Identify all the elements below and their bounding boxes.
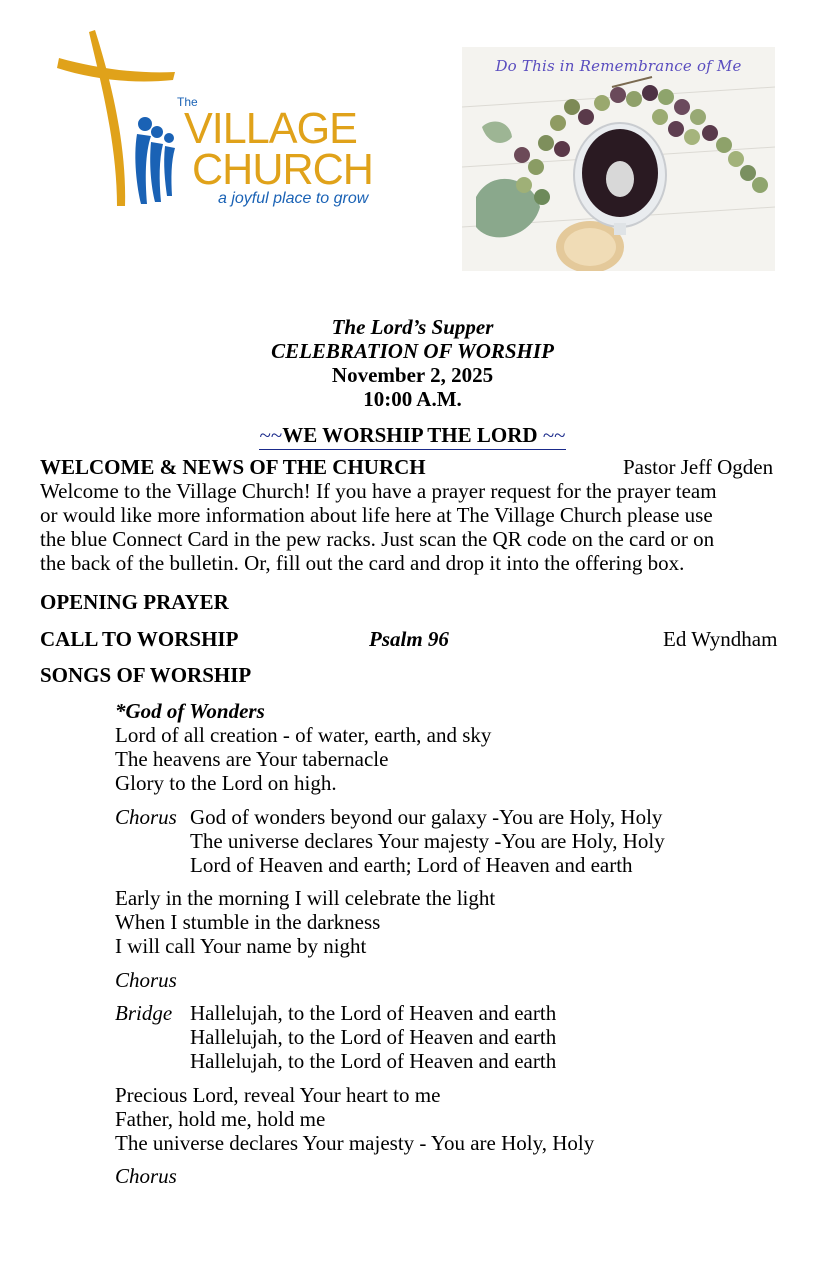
logo-tagline: a joyful place to grow xyxy=(218,190,369,207)
lyric-line: Glory to the Lord on high. xyxy=(115,771,337,795)
lyric-line: Hallelujah, to the Lord of Heaven and earth xyxy=(190,1049,557,1073)
service-title: The Lord’s Supper xyxy=(331,315,494,339)
chorus-label: Chorus xyxy=(115,968,177,992)
call-to-worship-heading: CALL TO WORSHIP xyxy=(40,627,239,651)
lyric-line: When I stumble in the darkness xyxy=(115,910,381,934)
lyric-line: I will call Your name by night xyxy=(115,934,367,958)
lyric-line: Precious Lord, reveal Your heart to me xyxy=(115,1083,441,1107)
communion-photo xyxy=(462,47,775,271)
welcome-text-line: Welcome to the Village Church! If you have a prayer request for the prayer team xyxy=(40,479,717,503)
lyric-line: The universe declares Your majesty -You are Holy, Holy xyxy=(190,829,665,853)
welcome-text-line: the back of the bulletin. Or, fill out the card and drop it into the offering box. xyxy=(40,551,685,575)
section-heading: ~~WE WORSHIP THE LORD ~~ xyxy=(0,423,825,448)
opening-prayer-heading: OPENING PRAYER xyxy=(40,590,229,614)
welcome-leader: Pastor Jeff Ogden xyxy=(623,455,774,479)
lyric-line: The universe declares Your majesty - You are Holy, Holy xyxy=(115,1131,595,1155)
songs-heading: SONGS OF WORSHIP xyxy=(40,663,252,687)
logo-the: The xyxy=(177,95,198,109)
lyric-line: Father, hold me, hold me xyxy=(115,1107,326,1131)
lyric-line: Hallelujah, to the Lord of Heaven and earth xyxy=(190,1001,557,1025)
song-title: *God of Wonders xyxy=(115,699,265,723)
welcome-heading: WELCOME & NEWS OF THE CHURCH xyxy=(40,455,426,479)
lyric-line: Hallelujah, to the Lord of Heaven and earth xyxy=(190,1025,557,1049)
service-date: November 2, 2025 xyxy=(331,363,494,387)
grapes-wine-image xyxy=(462,47,775,271)
lyric-line: Early in the morning I will celebrate the light xyxy=(115,886,496,910)
lyric-line: Lord of all creation - of water, earth, and sky xyxy=(115,723,492,747)
bridge-label: Bridge xyxy=(115,1001,173,1025)
section-title: WE WORSHIP THE LORD xyxy=(282,423,537,450)
logo-church: CHURCH xyxy=(192,145,373,194)
lyric-line: Lord of Heaven and earth; Lord of Heaven and earth xyxy=(190,853,633,877)
chorus-label: Chorus xyxy=(115,805,177,829)
call-to-worship-leader: Ed Wyndham xyxy=(663,627,778,651)
logo-village: VILLAGE xyxy=(184,104,357,153)
call-to-worship-scripture: Psalm 96 xyxy=(369,627,449,651)
photo-caption: Do This in Remembrance of Me xyxy=(495,57,742,75)
lyric-line: God of wonders beyond our galaxy -You are Holy, Holy xyxy=(190,805,663,829)
welcome-text-line: or would like more information about life here at The Village Church please use xyxy=(40,503,713,527)
service-time: 10:00 A.M. xyxy=(363,387,462,411)
welcome-text-line: the blue Connect Card in the pew racks. Just scan the QR code on the card or on xyxy=(40,527,715,551)
lyric-line: The heavens are Your tabernacle xyxy=(115,747,389,771)
chorus-label: Chorus xyxy=(115,1164,177,1188)
service-subtitle: CELEBRATION OF WORSHIP xyxy=(271,339,554,363)
